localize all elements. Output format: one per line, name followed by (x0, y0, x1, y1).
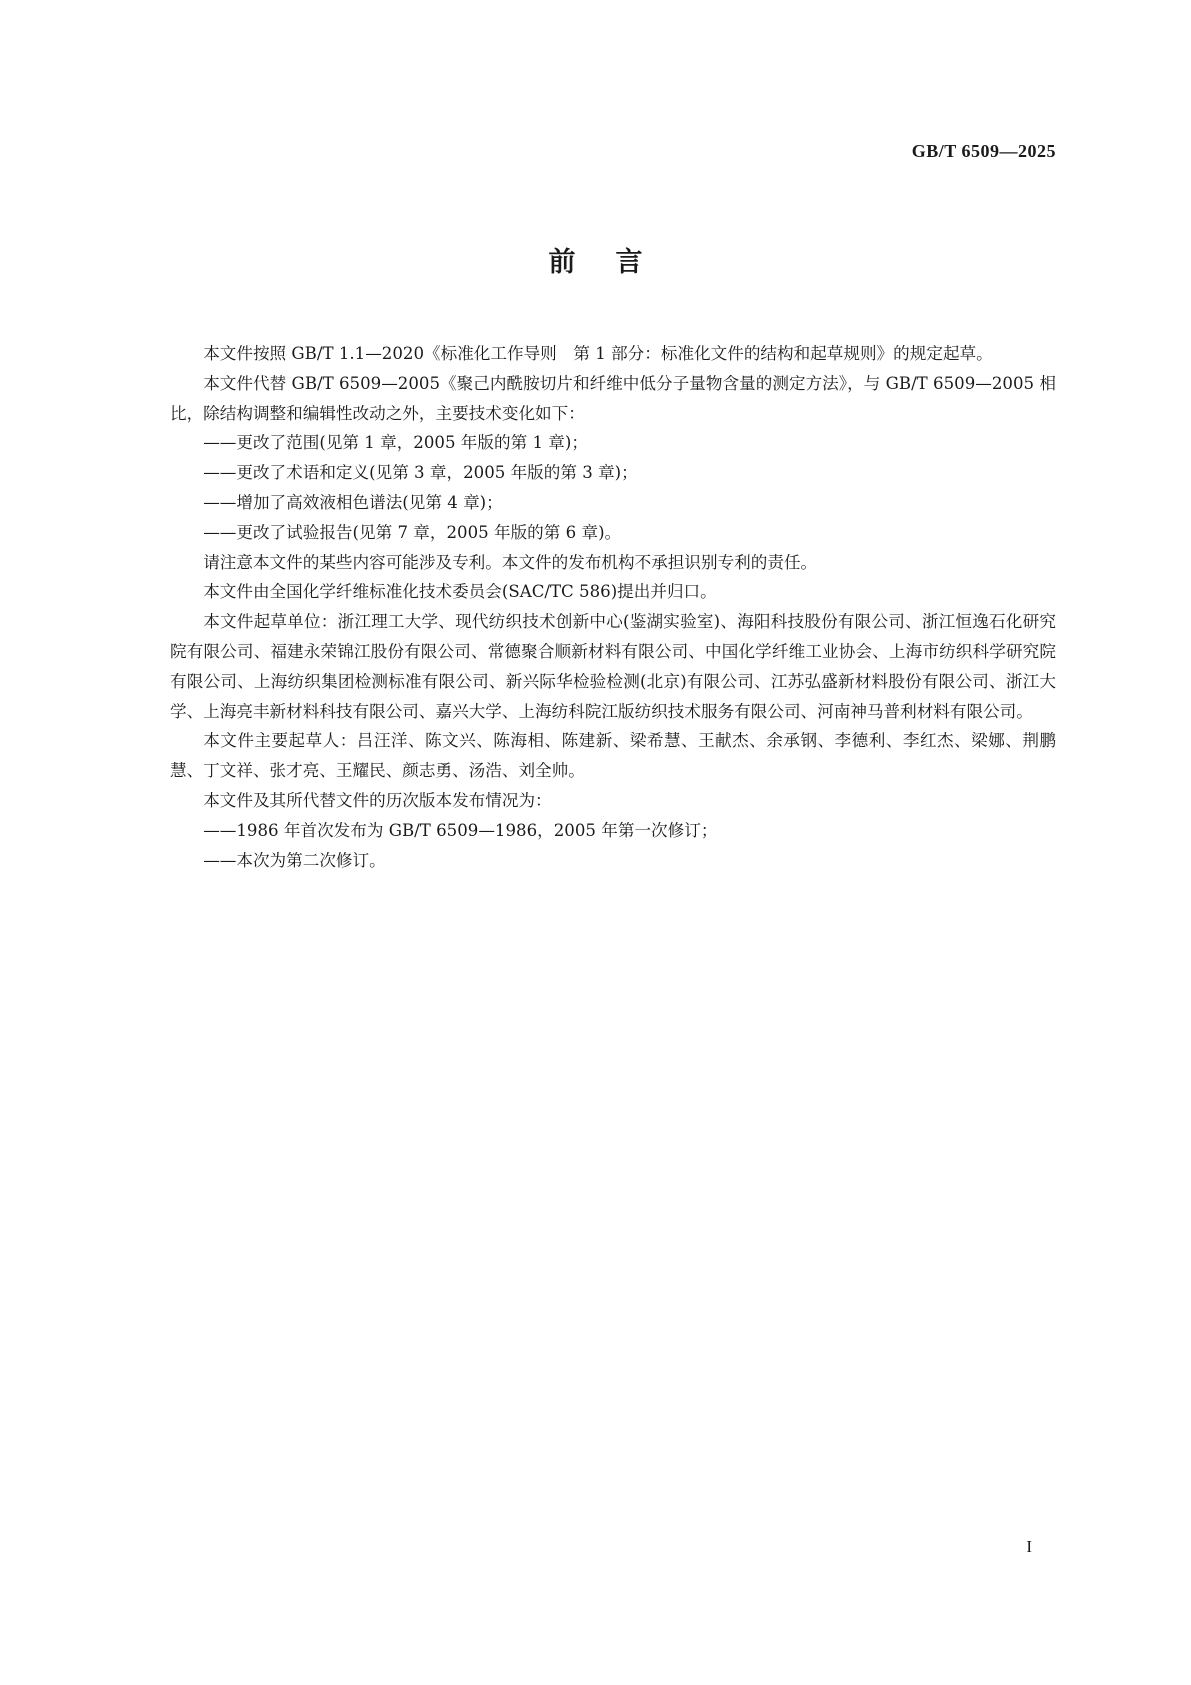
standard-number: GB/T 6509—2025 (911, 141, 1056, 161)
page-title: 前言 (548, 247, 683, 278)
paragraph-patent-notice: 请注意本文件的某些内容可能涉及专利。本文件的发布机构不承担识别专利的责任。 (203, 552, 818, 572)
list-item-add-hplc: ——增加了高效液相色谱法(见第 4 章)； (203, 492, 503, 512)
list-item-history-1986: ——1986 年首次发布为 GB/T 6509—1986，2005 年第一次修订； (203, 820, 718, 840)
list-item-change-terms: ——更改了术语和定义(见第 3 章，2005 年版的第 3 章)； (203, 463, 638, 483)
paragraph-drafting-rules: 本文件按照 GB/T 1.1—2020《标准化工作导则 第 1 部分：标准化文件的结构和起草规则》的规定起草。 (203, 344, 993, 363)
list-item-history-current: ——本次为第二次修订。 (203, 850, 386, 870)
paragraph-drafting-units: 本文件起草单位：浙江理工大学、现代纺织技术创新中心(鉴湖实验室)、海阳科技股份有限公司、浙江恒逸石化研究院有限公司、福建永荣锦江股份有限公司、常德聚合顺新材料有限公司、中国化学纤维工业协会、上海市纺织科学研究院有限公司、上海纺织集团检测标准有限公司、新兴际华检验检测(北京)有限公司、江苏弘盛新材料股份有限公司、浙江大学、上海亮丰新材料科技有限公司、嘉兴大学、上海纺科院江版纺织技术服务有限公司、河南神马普利材料有限公司。 (170, 612, 1056, 721)
list-item-change-scope: ——更改了范围(见第 1 章，2005 年版的第 1 章)； (203, 433, 588, 453)
paragraph-replacement: 本文件代替 GB/T 6509—2005《聚己内酰胺切片和纤维中低分子量物含量的测定方法》，与 GB/T 6509—2005 相比，除结构调整和编辑性改动之外，主要技术变化如下： (170, 373, 1056, 423)
page-number: I (1026, 1537, 1032, 1556)
paragraph-drafters: 本文件主要起草人：吕汪洋、陈文兴、陈海相、陈建新、梁希慧、王献杰、余承钢、李德利、李红杰、梁娜、荆鹏慧、丁文祥、张才亮、王耀民、颜志勇、汤浩、刘全帅。 (170, 731, 1056, 781)
list-item-change-report: ——更改了试验报告(见第 7 章，2005 年版的第 6 章)。 (203, 522, 622, 542)
paragraph-proposer: 本文件由全国化学纤维标准化技术委员会(SAC/TC 586)提出并归口。 (203, 582, 717, 602)
paragraph-version-history: 本文件及其所代替文件的历次版本发布情况为： (203, 790, 552, 810)
preface-body (170, 339, 1056, 875)
